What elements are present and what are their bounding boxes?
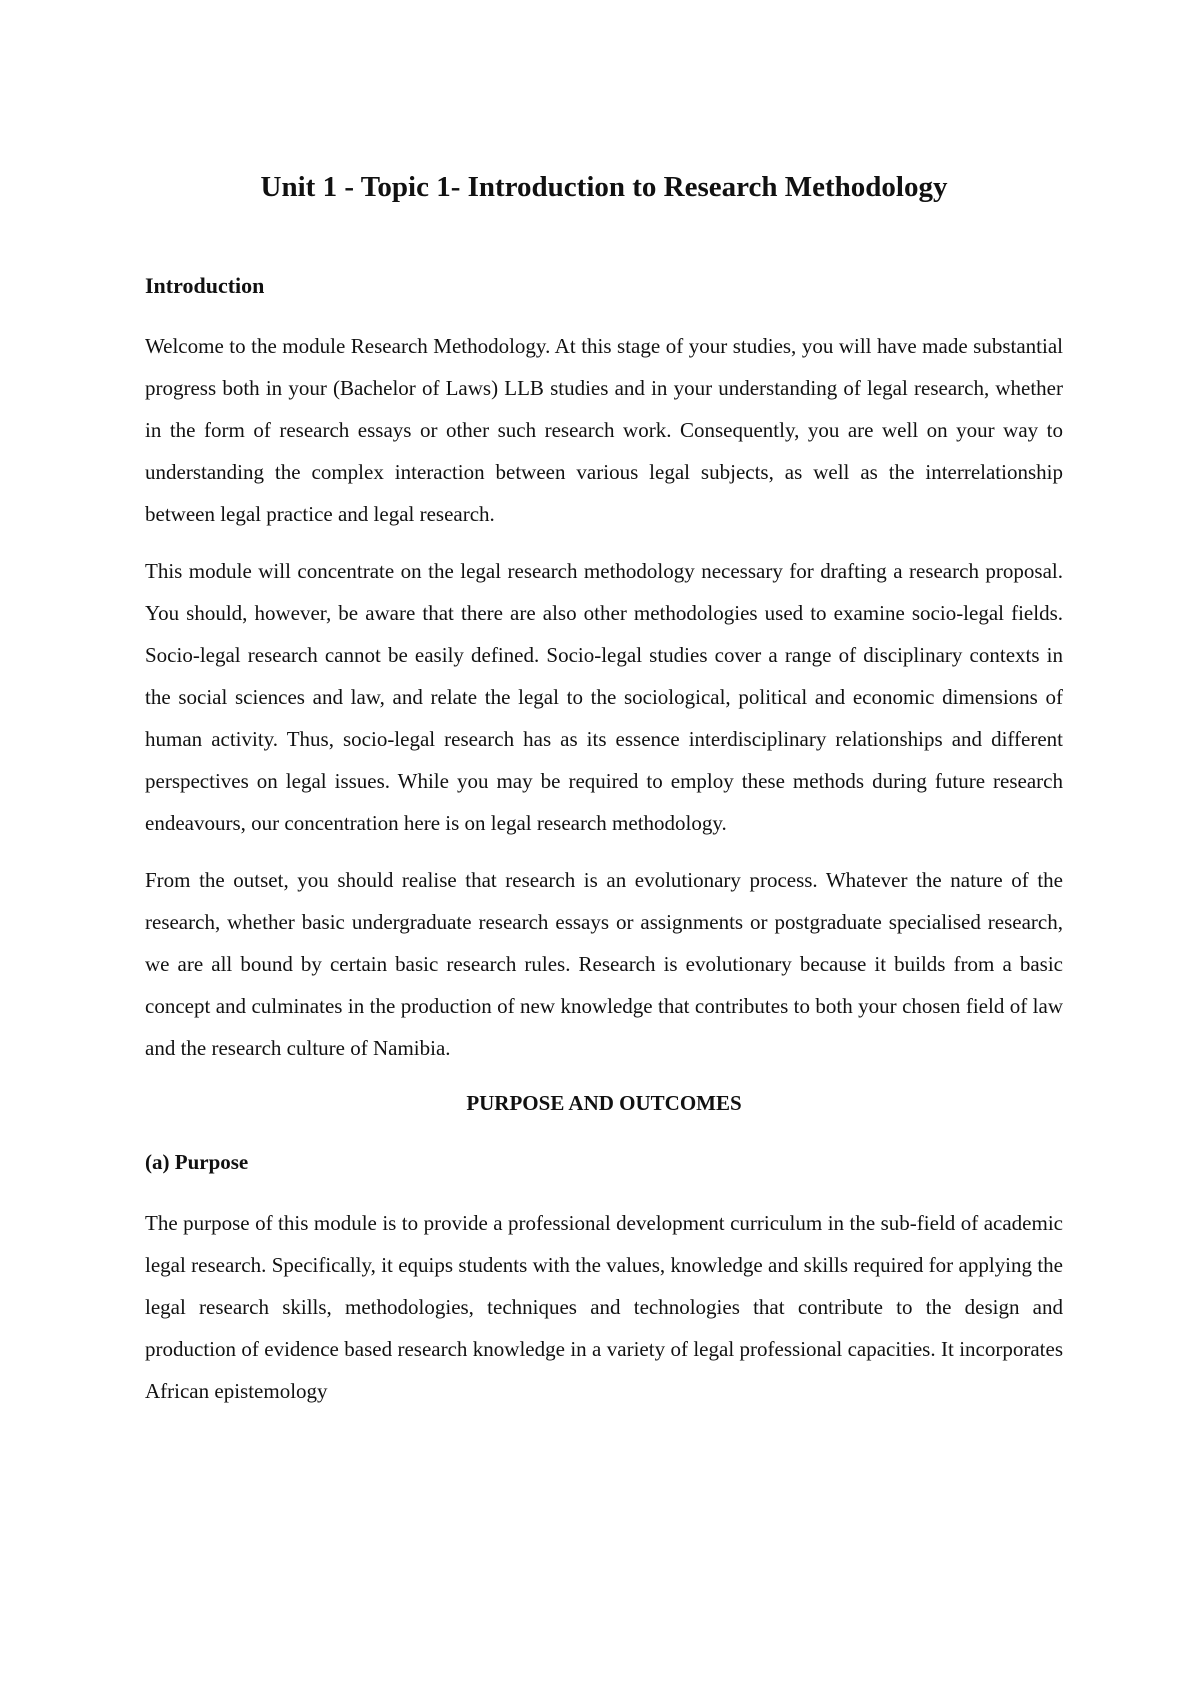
purpose-subheading: (a) Purpose xyxy=(145,1150,249,1175)
introduction-heading: Introduction xyxy=(145,272,265,298)
purpose-outcomes-heading: PURPOSE AND OUTCOMES xyxy=(466,1091,742,1116)
intro-paragraph-1: Welcome to the module Research Methodology. At this stage of your studies, you will have made substantial progress both in your (Bachelor of Laws) LLB studies and in your understanding of legal research, whether in the form of research essays or other such research work. Consequently, you are well on your way to understanding the complex interaction between various legal subjects, as well as the interrelationship between legal practice and legal research. xyxy=(145,334,1063,527)
document-body xyxy=(145,170,1063,1412)
purpose-paragraph: The purpose of this module is to provide a professional development curriculum in the sub-field of academic legal research. Specifically, it equips students with the values, knowledge and skills required for applying the legal research skills, methodologies, techniques and technologies that contribute to the design and production of evidence based research knowledge in a variety of legal professional capacities. It incorporates African epistemology xyxy=(145,1210,1063,1403)
document-title: Unit 1 - Topic 1- Introduction to Research Methodology xyxy=(260,171,948,203)
intro-paragraph-2: This module will concentrate on the legal research methodology necessary for drafting a research proposal. You should, however, be aware that there are also other methodologies used to examine socio-legal fields. Socio-legal research cannot be easily defined. Socio-legal studies cover a range of disciplinary contexts in the social sciences and law, and relate the legal to the sociological, political and economic dimensions of human activity. Thus, socio-legal research has as its essence interdisciplinary relationships and different perspectives on legal issues. While you may be required to employ these methods during future research endeavours, our concentration here is on legal research methodology. xyxy=(145,559,1063,836)
intro-paragraph-3: From the outset, you should realise that research is an evolutionary process. Whatever the nature of the research, whether basic undergraduate research essays or assignments or postgraduate specialised research, we are all bound by certain basic research rules. Research is evolutionary because it builds from a basic concept and culminates in the production of new knowledge that contributes to both your chosen field of law and the research culture of Namibia. xyxy=(145,868,1063,1061)
